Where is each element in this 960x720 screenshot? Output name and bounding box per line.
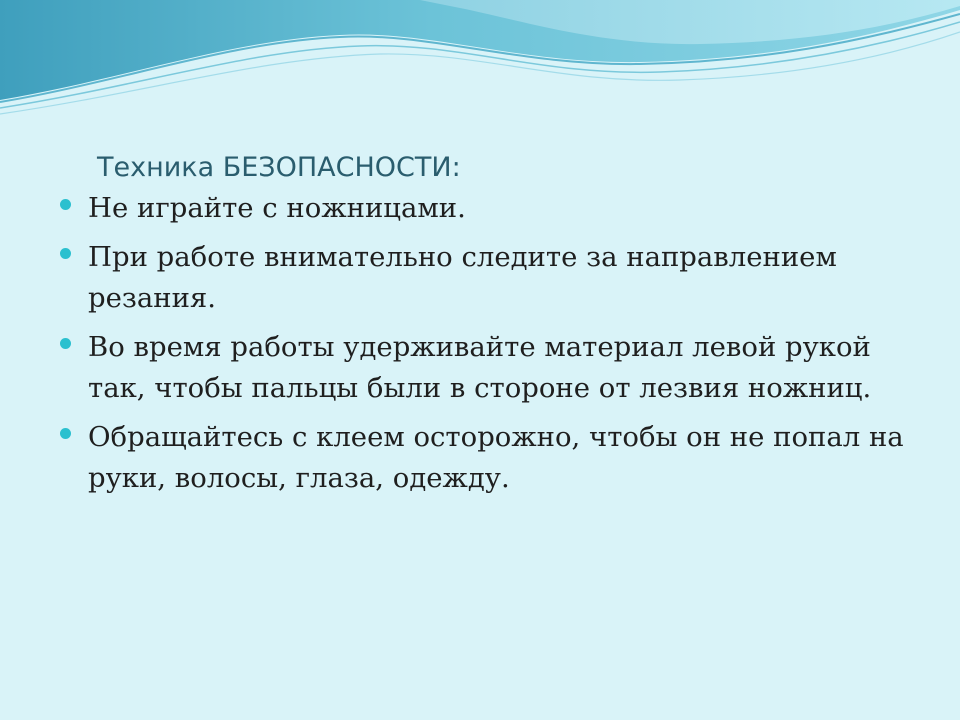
bullet-text: Во время работы удерживайте материал левой рукой так, чтобы пальцы были в стороне от лезвия ножниц. [88,331,872,404]
list-item [58,188,928,229]
list-item [58,327,928,409]
bullet-icon [60,248,71,259]
bullet-icon [60,428,71,439]
slide-title: Техника БЕЗОПАСНОСТИ: [97,152,461,183]
list-item [58,417,928,499]
bullet-text: Не играйте с ножницами. [88,192,466,224]
bullet-icon [60,199,71,210]
bullet-icon [60,338,71,349]
bullet-text: При работе внимательно следите за направлением резания. [88,241,837,314]
wave-header-decoration [0,0,960,130]
bullet-text: Обращайтесь с клеем осторожно, чтобы он не попал на руки, волосы, глаза, одежду. [88,421,904,494]
bullet-list [58,188,928,507]
list-item [58,237,928,319]
